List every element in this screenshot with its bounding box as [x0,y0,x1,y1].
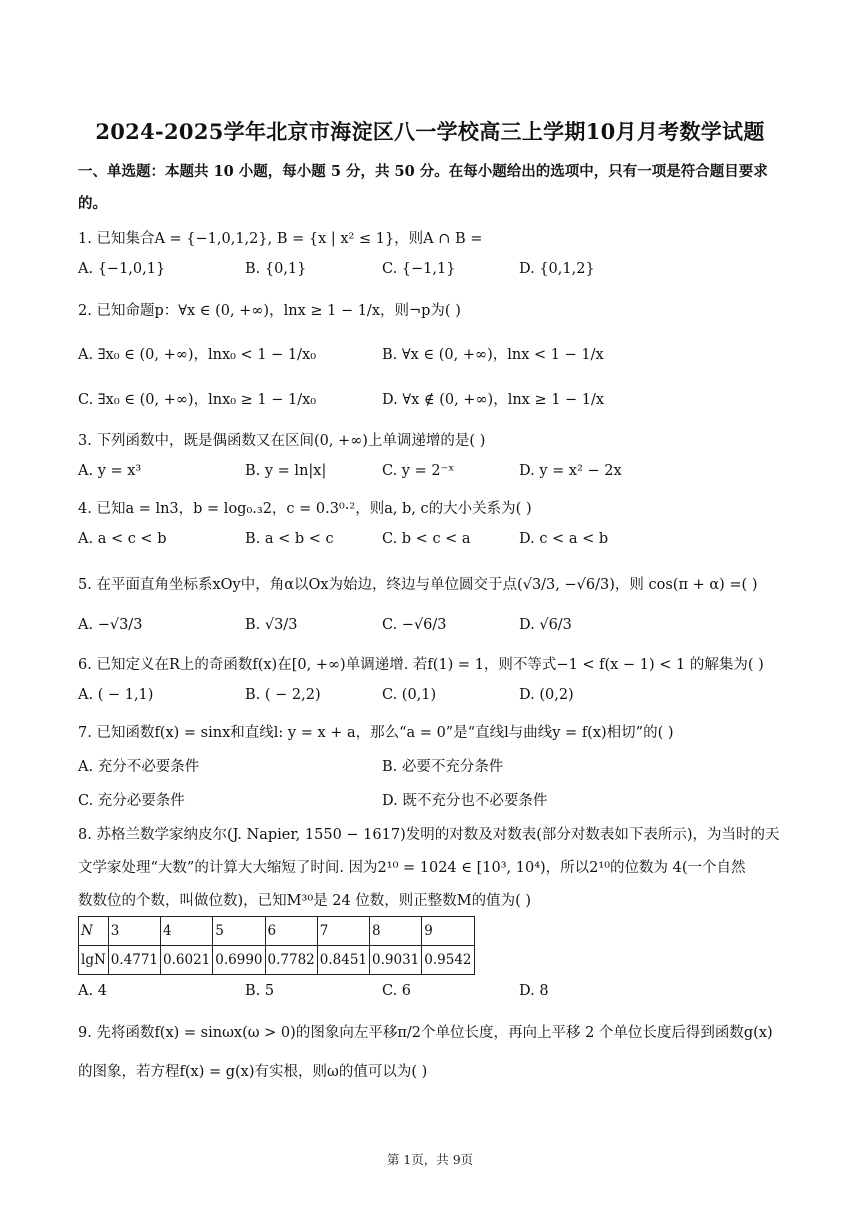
question-2-option-a: A. ∃x₀ ∈ (0, +∞)，lnx₀ < 1 − 1/x₀ [78,347,317,363]
question-1-stem: 1. 已知集合A = {−1,0,1,2}, B = {x | x² ≤ 1}，则A ∩ B = [78,231,483,247]
question-4-option-b: B. a < b < c [245,531,334,547]
table-cell: 0.7782 [265,946,317,975]
page-footer: 第 1页，共 9页 [386,1152,474,1167]
question-7-option-b: B. 必要不充分条件 [382,759,504,775]
table-cell: 0.9542 [422,946,474,975]
question-2-option-b: B. ∀x ∈ (0, +∞)，lnx < 1 − 1/x [382,347,604,363]
question-3-option-b: B. y = ln|x| [245,463,327,479]
question-4-stem: 4. 已知a = ln3，b = log₀.₃2，c = 0.3⁰·²，则a, b, c的大小关系为( ) [78,501,532,517]
question-3-option-c: C. y = 2⁻ˣ [382,463,455,479]
question-7-option-d: D. 既不充分也不必要条件 [382,793,548,809]
question-1-option-c: C. {−1,1} [382,261,456,277]
table-cell: 0.4771 [108,946,160,975]
table-cell: 5 [213,917,265,946]
table-cell: 0.8451 [317,946,369,975]
question-1-option-a: A. {−1,0,1} [78,261,166,277]
question-8-stem: 8. 苏格兰数学家纳皮尔(J. Napier, 1550 − 1617)发明的对数及对数表(部分对数表如下表所示)，为当时的天 [78,827,780,843]
question-7-stem: 7. 已知函数f(x) = sinx和直线l: y = x + a，那么“a = 0”是“直线l与曲线y = f(x)相切”的( ) [78,725,674,741]
question-3-option-a: A. y = x³ [78,463,142,479]
question-8-option-a: A. 4 [78,983,107,999]
question-6-option-a: A. ( − 1,1) [78,687,154,703]
page-title: 2024-2025学年北京市海淀区八一学校高三上学期10月月考数学试题 [95,119,765,144]
table-cell: 3 [108,917,160,946]
question-6-option-b: B. ( − 2,2) [245,687,321,703]
question-8-option-d: D. 8 [519,983,549,999]
log-table [78,916,475,975]
table-cell: 0.9031 [370,946,422,975]
question-9-stem: 9. 先将函数f(x) = sinωx(ω > 0)的图象向左平移π/2个单位长度，再向上平移 2 个单位长度后得到函数g(x) [78,1025,773,1041]
question-1-option-d: D. {0,1,2} [519,261,595,277]
table-cell: 6 [265,917,317,946]
question-1-option-b: B. {0,1} [245,261,307,277]
question-8-option-b: B. 5 [245,983,275,999]
question-8-option-c: C. 6 [382,983,412,999]
section-heading-cont: 的。 [78,195,107,212]
question-5-option-c: C. −√6/3 [382,617,447,633]
question-6-option-c: C. (0,1) [382,687,437,703]
question-6-stem: 6. 已知定义在R上的奇函数f(x)在[0, +∞)单调递增. 若f(1) = 1，则不等式−1 < f(x − 1) < 1 的解集为( ) [78,657,764,673]
table-row [79,946,475,975]
table-cell: 7 [317,917,369,946]
question-5-option-a: A. −√3/3 [78,617,143,633]
question-8-stem-cont: 数数位的个数，叫做位数)，已知M³⁰是 24 位数，则正整数M的值为( ) [78,893,532,909]
question-5-option-d: D. √6/3 [519,617,572,633]
question-7-option-c: C. 充分必要条件 [78,793,185,809]
table-cell: 0.6990 [213,946,265,975]
table-cell: 9 [422,917,474,946]
question-4-option-a: A. a < c < b [78,531,167,547]
question-7-option-a: A. 充分不必要条件 [78,759,200,775]
question-8-stem-cont: 文学家处理“大数”的计算大大缩短了时间. 因为2¹⁰ = 1024 ∈ [10³, 10⁴)，所以2¹⁰的位数为 4(一个自然 [78,860,746,876]
question-5-stem: 5. 在平面直角坐标系xOy中，角α以Ox为始边，终边与单位圆交于点(√3/3, −√6/3)，则 cos(π + α) =( ) [78,577,758,593]
table-row [79,917,475,946]
question-2-option-d: D. ∀x ∉ (0, +∞)，lnx ≥ 1 − 1/x [382,392,605,408]
question-2-option-c: C. ∃x₀ ∈ (0, +∞)，lnx₀ ≥ 1 − 1/x₀ [78,392,317,408]
question-4-option-d: D. c < a < b [519,531,609,547]
question-3-stem: 3. 下列函数中，既是偶函数又在区间(0, +∞)上单调递增的是( ) [78,433,486,449]
section-heading: 一、单选题：本题共 10 小题，每小题 5 分，共 50 分。在每小题给出的选项中，只有一项是符合题目要求 [78,163,768,180]
table-cell: 8 [370,917,422,946]
table-cell: 4 [161,917,213,946]
table-cell: 0.6021 [161,946,213,975]
question-9-stem-cont: 的图象，若方程f(x) = g(x)有实根，则ω的值可以为( ) [78,1064,428,1080]
question-4-option-c: C. b < c < a [382,531,471,547]
table-cell: lgN [79,946,109,975]
question-5-option-b: B. √3/3 [245,617,298,633]
question-3-option-d: D. y = x² − 2x [519,463,622,479]
table-cell: N [79,917,109,946]
question-6-option-d: D. (0,2) [519,687,574,703]
question-2-stem: 2. 已知命题p：∀x ∈ (0, +∞)，lnx ≥ 1 − 1/x，则¬p为( ) [78,303,461,319]
